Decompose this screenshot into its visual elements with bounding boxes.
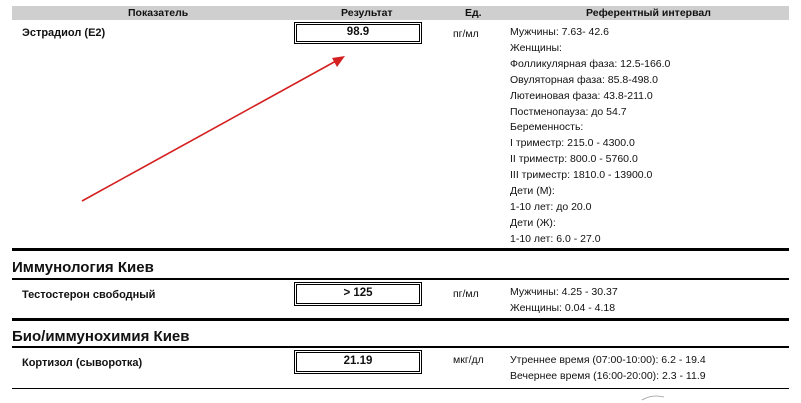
unit-estradiol: пг/мл	[453, 28, 479, 40]
header-indicator: Показатель	[128, 7, 189, 19]
section-divider	[12, 248, 789, 251]
section-title-immunology: Иммунология Киев	[12, 259, 154, 276]
reference-line: Мужчины: 4.25 - 30.37	[510, 286, 618, 298]
reference-line: Лютеиновая фаза: 43.8-211.0	[510, 89, 653, 102]
result-box-testosterone	[294, 282, 422, 306]
reference-testosterone	[510, 285, 618, 317]
reference-line: Постменопауза: до 54.7	[510, 105, 627, 118]
header-reference: Референтный интервал	[586, 7, 711, 19]
reference-line: Овуляторная фаза: 85.8-498.0	[510, 73, 659, 86]
reference-line: Беременность:	[510, 121, 584, 134]
reference-line: 1-10 лет: до 20.0	[510, 200, 592, 213]
section-underline	[12, 346, 789, 348]
result-value-testosterone: > 125	[343, 287, 373, 299]
reference-line: Вечернее время (16:00-20:00): 2.3 - 11.9	[510, 369, 706, 382]
reference-line: Женщины: 0.04 - 4.18	[510, 301, 616, 314]
unit-cortisol: мкг/дл	[453, 354, 484, 366]
result-value-cortisol: 21.19	[343, 355, 373, 367]
test-name-testosterone: Тестостерон свободный	[22, 289, 156, 301]
reference-line: Дети (Ж):	[510, 216, 556, 229]
result-value-estradiol: 98.9	[346, 26, 370, 38]
header-unit: Ед.	[465, 7, 482, 19]
test-name-cortisol: Кортизол (сыворотка)	[22, 357, 143, 369]
reference-line: Фолликулярная фаза: 12.5-166.0	[510, 57, 671, 70]
test-name-estradiol: Эстрадиол (E2)	[22, 27, 106, 39]
section-underline	[12, 278, 789, 280]
reference-line: 1-10 лет: 6.0 - 27.0	[510, 232, 601, 245]
section-divider	[12, 318, 789, 321]
reference-line: III триместр: 1810.0 - 13900.0	[510, 169, 653, 182]
reference-line: I триместр: 215.0 - 4300.0	[510, 137, 635, 150]
reference-line: Мужчины: 7.63- 42.6	[510, 26, 609, 38]
result-box-cortisol	[294, 350, 422, 374]
reference-cortisol	[510, 353, 706, 385]
bottom-divider	[12, 388, 789, 389]
reference-line: Утреннее время (07:00-10:00): 6.2 - 19.4	[510, 354, 706, 366]
reference-line: Дети (М):	[510, 185, 555, 198]
unit-testosterone: пг/мл	[453, 288, 479, 300]
reference-line: II триместр: 800.0 - 5760.0	[510, 153, 638, 166]
reference-line: Женщины:	[510, 41, 562, 54]
header-result: Результат	[341, 7, 393, 19]
section-title-biochemistry: Био/иммунохимия Киев	[12, 328, 190, 345]
decorative-mark-icon	[640, 392, 670, 402]
